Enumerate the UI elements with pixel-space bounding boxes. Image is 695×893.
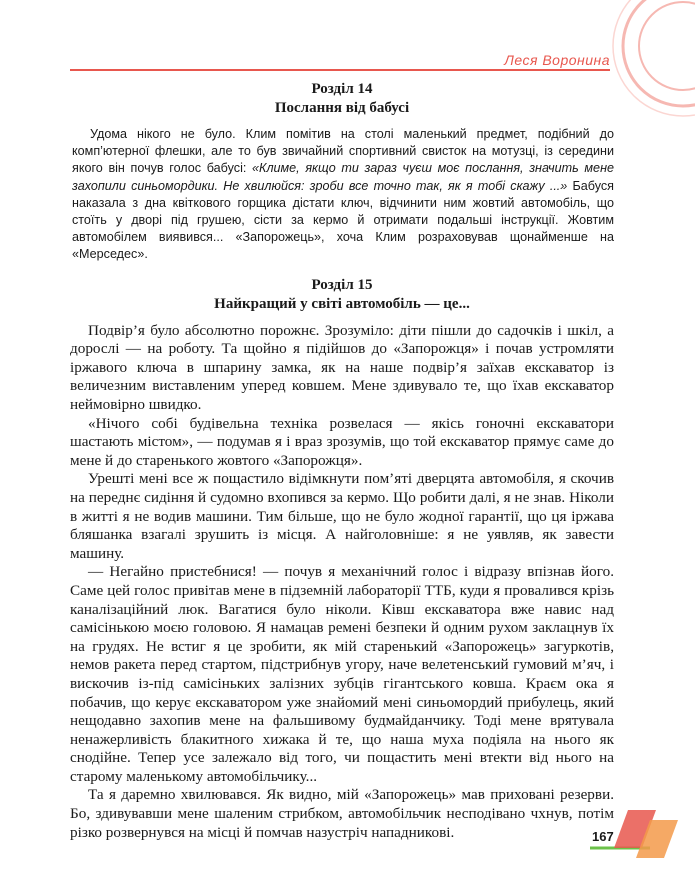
page-number: 167 [592,829,614,844]
summary-text-start: Удома нікого не було. Клим помітив на столі маленький предмет, подібний до комп’ютерної флешки, але то був звичайний спортивний свисток на мотузці, із середини якого він почув голос бабусі: [72,127,614,176]
section-14-subtitle: Послання від бабусі [274,100,410,116]
section-14-summary [70,126,614,264]
section-15-body [70,322,614,843]
page-content [70,80,614,842]
running-header-author: Леся Воронина [504,52,610,68]
section-15-title: Розділ 15 [311,276,373,293]
summary-quote: «Климе, якщо ти зараз чуєш моє послання, значить мене захопили синьомордики. Не хвилюйся: зроби все точно так, як я тобі скажу ...» [72,161,614,193]
paragraph: — Негайно пристебнися! — почув я механічний голос і відразу впізнав його. Саме цей голос привітав мене в підземній лабораторії ТТБ, куди я провалився крізь каналізаційний люк. Вагатися було ніколи. Ківш екскаватора вже навис над самісінькою моєю головою. Я намацав ремені безпеки й одним рухом заклацнув їх на грудях. Не встиг я це зробити, як мій старенький «Запорожець» загуркотів, немов ракета перед стартом, підстрибнув угору, наче велетенський гумовий м’яч, і вискочив із-під самісіньких залізних зубців гігантського ковша. Краєм ока я побачив, що керує екскаватором уже знайомий мені синьомордий прибулець, який нещодавно захопив мене на фальшивому будмайданчику. Тоді мене врятувала ненажерливість блакитного хижака й те, що наша муха подіяла на нього як снодійне. Тепер усе залежало від того, чи пощастить мені втекти від нього на старому маленькому автомобільчику... [70,563,614,785]
paragraph: Урешті мені все ж пощастило відімкнути пом’яті дверцята автомобіля, я скочив на переднє сидіння й судомно вхопився за кермо. Що робити далі, я не знав. Ніколи в житті я не водив машини. Тим більше, що не було жодної гарантії, що ця іржава бляшанка взагалі зрушить із місця. А найголовніше: я не уявляв, як завести машину. [70,470,614,562]
paragraph: «Нічого собі будівельна техніка розвелася — якісь гоночні екскаватори шастають містом», — подумав я і враз зрозумів, що той екскаватор прямує саме до мене й до старенького жовтого «Запорожця». [70,414,614,469]
summary-text-end: Бабуся наказала з дна квіткового горщика дістати ключ, відчинити ним жовтий автомобіль, що стоїть у дворі під грушею, сісти за кермо й отримати подальші інструкції. Жовтим автомобілем виявився... «Запорожець», хоча Клим розраховував щонайменше на «Мерседес». [72,178,614,262]
section-15-subtitle: Найкращий у світі автомобіль — це... [214,295,470,312]
header-rule [70,69,610,71]
section-14-title: Розділ 14 [311,81,373,97]
paragraph: Подвір’я було абсолютно порожнє. Зрозуміло: діти пішли до садочків і шкіл, а дорослі — на роботу. Та щойно я підійшов до «Запорожця» і почав устромляти іржавого ключа в шпарину замка, як на наше подвір’я заїхав екскаватор із величезним виставленим уперед ковшем. Мене здивувало те, що їхав екскаватор неймовірно швидко. [70,321,614,413]
paragraph: Та я даремно хвилювався. Як видно, мій «Запорожець» мав приховані резерви. Бо, здивувавши мене шаленим стрибком, автомобільчик несподівано чхнув, потім різко розвернувся на місці й помчав назустріч нападникові. [70,786,614,841]
